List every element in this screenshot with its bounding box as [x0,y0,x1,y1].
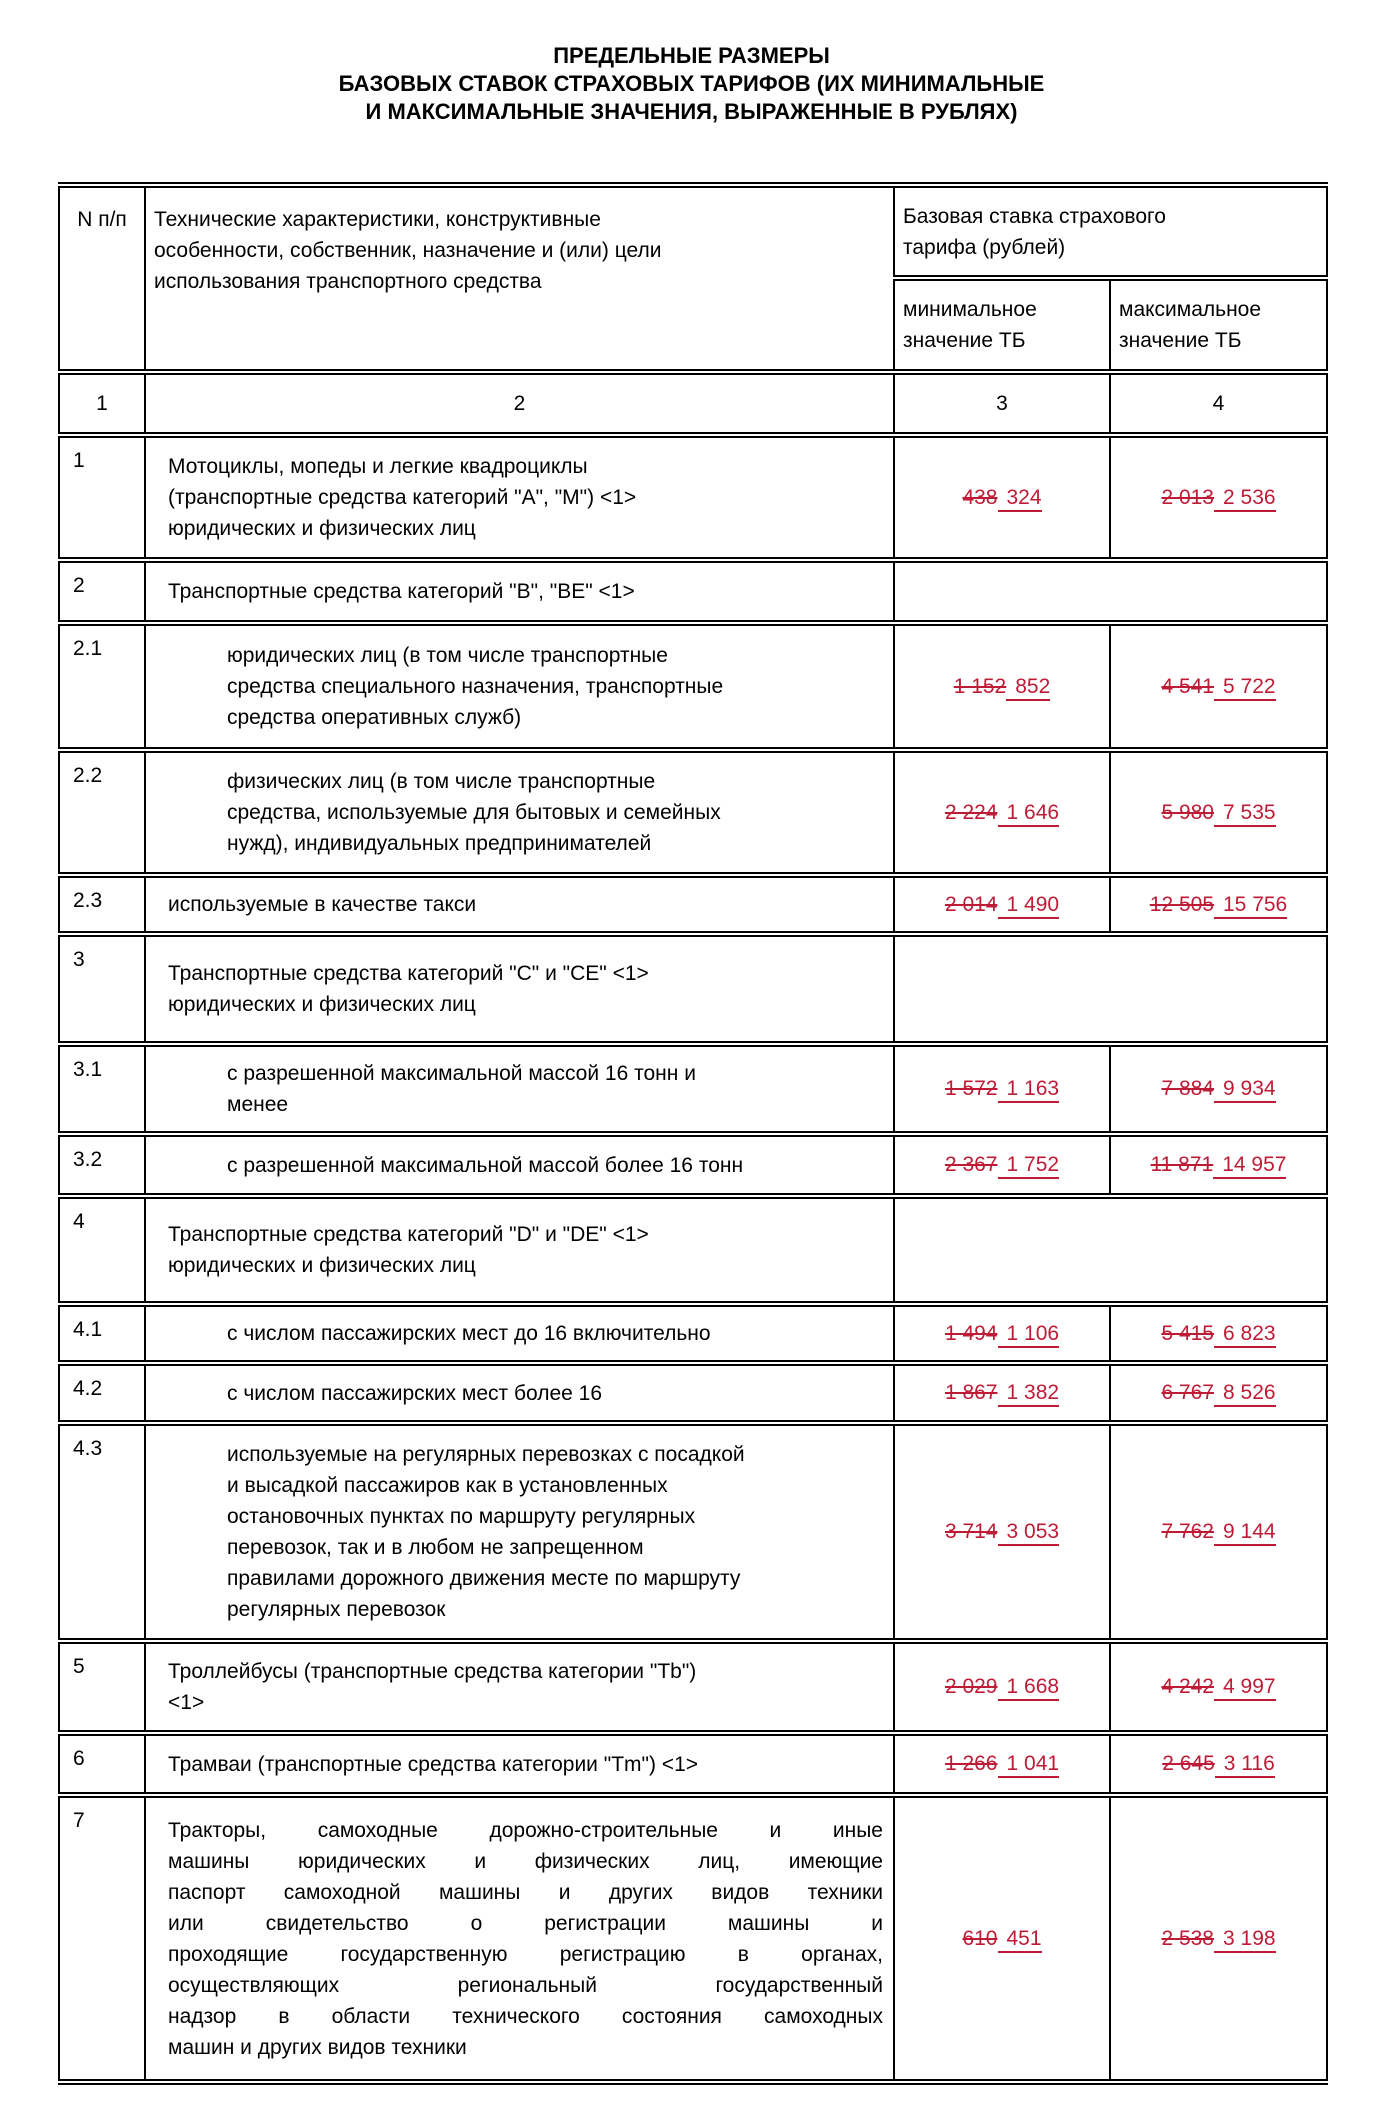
table-row [59,1795,1327,2082]
new-value-underlined: 1 490 [998,893,1060,919]
new-value-underlined: 6 823 [1214,1322,1276,1348]
min-value-cell [894,1363,1110,1423]
max-value-cell [1110,1044,1327,1134]
max-value-cell [1110,1641,1327,1733]
text-line: Технические характеристики, конструктивные [154,208,601,231]
tariff-table [58,182,1328,2085]
max-value-cell [1110,875,1327,934]
text-line: значение ТБ [1119,329,1242,352]
row-desc-cell [145,1134,894,1196]
new-value-underlined: 5 722 [1214,675,1276,701]
table-row [59,435,1327,560]
min-value-cell [894,1134,1110,1196]
table-row [59,1423,1327,1641]
new-value-underlined: 1 382 [998,1381,1060,1407]
row-num-cell: 4.3 [59,1423,145,1641]
table-row [59,934,1327,1044]
text-line: Базовая ставка страхового [903,204,1166,228]
text-line: машин и других видов техники [168,2035,467,2059]
row-desc-cell [145,1044,894,1134]
old-value-strikethrough: 2 645 [1162,1752,1215,1775]
row-num-cell: 4.2 [59,1363,145,1423]
row-desc-cell [145,750,894,875]
text-line: перевозок, так и в любом не запрещенном [227,1536,644,1559]
min-value-cell [894,1641,1110,1733]
max-value-cell [1110,623,1327,750]
title-line-1: ПРЕДЕЛЬНЫЕ РАЗМЕРЫ [553,43,830,68]
old-value-strikethrough: 7 884 [1161,1077,1214,1100]
text-line: с числом пассажирских мест до 16 включительно [227,1322,711,1345]
text-line: Тракторы, самоходные дорожно-строительные и иные [168,1818,883,1842]
title-line-2: БАЗОВЫХ СТАВОК СТРАХОВЫХ ТАРИФОВ (ИХ МИНИМАЛЬНЫЕ [338,71,1045,96]
new-value-underlined: 2 536 [1214,486,1276,512]
text-line: Мотоциклы, мопеды и легкие квадроциклы [168,455,588,478]
row-num-cell: 2 [59,560,145,623]
old-value-strikethrough: 5 980 [1161,800,1214,824]
min-value-cell [894,750,1110,875]
max-value-cell [1110,1304,1327,1363]
header-col-min [894,278,1110,372]
text-line: с числом пассажирских мест более 16 [227,1381,603,1405]
row-num-cell: 4 [59,1196,145,1304]
row-desc-cell [145,1641,894,1733]
new-value-underlined: 15 756 [1214,893,1287,919]
old-value-strikethrough: 2 367 [944,1153,998,1176]
new-value-underlined: 1 106 [998,1322,1060,1348]
text-line: используемые на регулярных перевозках с посадкой [227,1443,745,1466]
text-line: правилами дорожного движения месте по маршруту [227,1567,741,1590]
table-row [59,623,1327,750]
rate-merged-empty-cell [894,1196,1327,1304]
min-value-cell [894,875,1110,934]
header-row-top [59,185,1327,278]
text-line: максимальное [1119,298,1262,321]
min-value-cell [894,435,1110,560]
text-line: средства оперативных служб) [227,706,522,729]
text-line: использования транспортного средства [154,270,542,293]
new-value-underlined: 7 535 [1214,801,1276,827]
row-num-cell: 2.3 [59,875,145,934]
min-value-cell [894,1795,1110,2082]
table-row [59,1363,1327,1423]
tariff-table-wrap [58,182,1332,2085]
text-line: (транспортные средства категорий "А", "М") <1> [168,486,637,509]
old-value-strikethrough: 7 762 [1161,1520,1214,1543]
new-value-underlined: 852 [1006,675,1050,701]
text-line: Транспортные средства категорий "С" и "СЕ" <1> [168,962,649,985]
text-line: минимальное [903,298,1037,321]
text-line: значение ТБ [903,329,1026,352]
index-cell-2: 2 [145,372,894,435]
row-desc-cell [145,934,894,1044]
text-line: юридических и физических лиц [168,993,476,1016]
text-line: нужд), индивидуальных предпринимателей [227,832,652,855]
row-num-cell: 5 [59,1641,145,1733]
old-value-strikethrough: 2 013 [1161,485,1214,509]
new-value-underlined: 3 053 [998,1520,1060,1546]
text-line: средства, используемые для бытовых и семейных [227,801,721,824]
row-desc-cell [145,560,894,623]
text-line: юридических и физических лиц [168,517,476,540]
min-value-cell [894,1733,1110,1795]
old-value-strikethrough: 2 014 [944,892,998,916]
new-value-underlined: 1 752 [998,1153,1060,1179]
old-value-strikethrough: 1 867 [944,1381,998,1404]
new-value-underlined: 4 997 [1214,1675,1276,1701]
row-num-cell: 4.1 [59,1304,145,1363]
table-row [59,1134,1327,1196]
new-value-underlined: 14 957 [1213,1153,1286,1179]
old-value-strikethrough: 6 767 [1161,1381,1214,1404]
text-line: особенности, собственник, назначение и (или) цели [154,239,662,262]
index-cell-4: 4 [1110,372,1327,435]
text-line: Троллейбусы (транспортные средства категории "Tb") [168,1660,697,1683]
table-row [59,560,1327,623]
header-rate-group [894,185,1327,278]
text-line: юридических лиц (в том числе транспортные [227,644,668,667]
row-num-cell: 2.1 [59,623,145,750]
max-value-cell [1110,1733,1327,1795]
row-desc-cell [145,1423,894,1641]
table-row [59,1196,1327,1304]
row-num-cell: 2.2 [59,750,145,875]
new-value-underlined: 1 646 [998,801,1060,827]
text-line: и высадкой пассажиров как в установленных [227,1474,668,1497]
old-value-strikethrough: 1 572 [944,1077,998,1100]
row-num-cell: 1 [59,435,145,560]
text-line: физических лиц (в том числе транспортные [227,770,656,793]
old-value-strikethrough: 3 714 [944,1520,998,1543]
row-desc-cell [145,1795,894,2082]
row-num-cell: 3.2 [59,1134,145,1196]
new-value-underlined: 1 163 [998,1077,1060,1103]
table-row [59,750,1327,875]
max-value-cell [1110,1795,1327,2082]
old-value-strikethrough: 1 152 [953,674,1007,698]
table-row [59,1304,1327,1363]
old-value-strikethrough: 4 541 [1161,674,1214,698]
text-line: менее [227,1093,289,1116]
new-value-underlined: 3 198 [1214,1927,1276,1953]
row-desc-cell [145,1363,894,1423]
text-line: регулярных перевозок [227,1598,446,1621]
old-value-strikethrough: 610 [962,1926,998,1950]
text-line: используемые в качестве такси [168,893,477,916]
row-num-cell: 7 [59,1795,145,2082]
row-num-cell: 3 [59,934,145,1044]
row-desc-cell [145,623,894,750]
row-desc-cell [145,435,894,560]
old-value-strikethrough: 4 242 [1161,1675,1214,1698]
title-line-3: И МАКСИМАЛЬНЫЕ ЗНАЧЕНИЯ, ВЫРАЖЕННЫЕ В РУБЛЯХ) [365,99,1018,124]
new-value-underlined: 3 116 [1215,1752,1275,1778]
text-line: Транспортные средства категорий "D" и "DE" <1> [168,1223,649,1246]
min-value-cell [894,1423,1110,1641]
text-line: паспорт самоходной машины и других видов техники [168,1880,883,1904]
text-line: Трамваи (транспортные средства категории "Tm") <1> [168,1752,699,1776]
text-line: остановочных пунктах по маршруту регулярных [227,1505,696,1528]
old-value-strikethrough: 1 494 [944,1321,998,1345]
row-num-cell: 6 [59,1733,145,1795]
row-num-cell: 3.1 [59,1044,145,1134]
old-value-strikethrough: 2 224 [944,800,998,824]
new-value-underlined: 324 [998,486,1042,512]
index-cell-1: 1 [59,372,145,435]
table-row [59,1641,1327,1733]
new-value-underlined: 9 934 [1214,1077,1276,1103]
index-cell-3: 3 [894,372,1110,435]
table-body [59,435,1327,2082]
text-line: машины юридических и физических лиц, имеющие [168,1849,883,1873]
new-value-underlined: 9 144 [1214,1520,1276,1546]
rate-merged-empty-cell [894,934,1327,1044]
min-value-cell [894,623,1110,750]
new-value-underlined: 1 041 [998,1752,1060,1778]
old-value-strikethrough: 1 266 [944,1752,998,1775]
text-line: с разрешенной максимальной массой более 16 тонн [227,1153,744,1177]
row-desc-cell [145,1196,894,1304]
min-value-cell [894,1304,1110,1363]
header-col-max [1110,278,1327,372]
max-value-cell [1110,435,1327,560]
max-value-cell [1110,750,1327,875]
row-desc-cell [145,1304,894,1363]
text-line: <1> [168,1691,205,1714]
old-value-strikethrough: 12 505 [1149,892,1214,916]
text-line: средства специального назначения, транспортные [227,675,724,698]
text-line: надзор в области технического состояния самоходных [168,2004,883,2028]
document-title [0,42,1383,126]
header-col-desc [145,185,894,372]
old-value-strikethrough: 5 415 [1161,1321,1214,1345]
column-index-row [59,372,1327,435]
table-row [59,875,1327,934]
new-value-underlined: 1 668 [998,1675,1060,1701]
row-desc-cell [145,1733,894,1795]
text-line: проходящие государственную регистрацию в органах, [168,1942,883,1966]
max-value-cell [1110,1423,1327,1641]
text-line: Транспортные средства категорий "В", "ВЕ" <1> [168,580,635,603]
text-line: с разрешенной максимальной массой 16 тонн и [227,1062,696,1085]
table-row [59,1733,1327,1795]
text-line: осуществляющих региональный государственный [168,1973,883,1997]
new-value-underlined: 8 526 [1214,1381,1276,1407]
text-line: или свидетельство о регистрации машины и [168,1911,883,1935]
max-value-cell [1110,1134,1327,1196]
table-row [59,1044,1327,1134]
row-desc-cell [145,875,894,934]
text-line: юридических и физических лиц [168,1254,476,1277]
header-col-num: N п/п [59,185,145,372]
rate-merged-empty-cell [894,560,1327,623]
old-value-strikethrough: 438 [962,485,998,509]
old-value-strikethrough: 2 029 [944,1675,998,1698]
max-value-cell [1110,1363,1327,1423]
old-value-strikethrough: 11 871 [1150,1153,1214,1176]
text-line: тарифа (рублей) [903,235,1066,259]
min-value-cell [894,1044,1110,1134]
new-value-underlined: 451 [998,1927,1042,1953]
old-value-strikethrough: 2 538 [1161,1926,1214,1950]
